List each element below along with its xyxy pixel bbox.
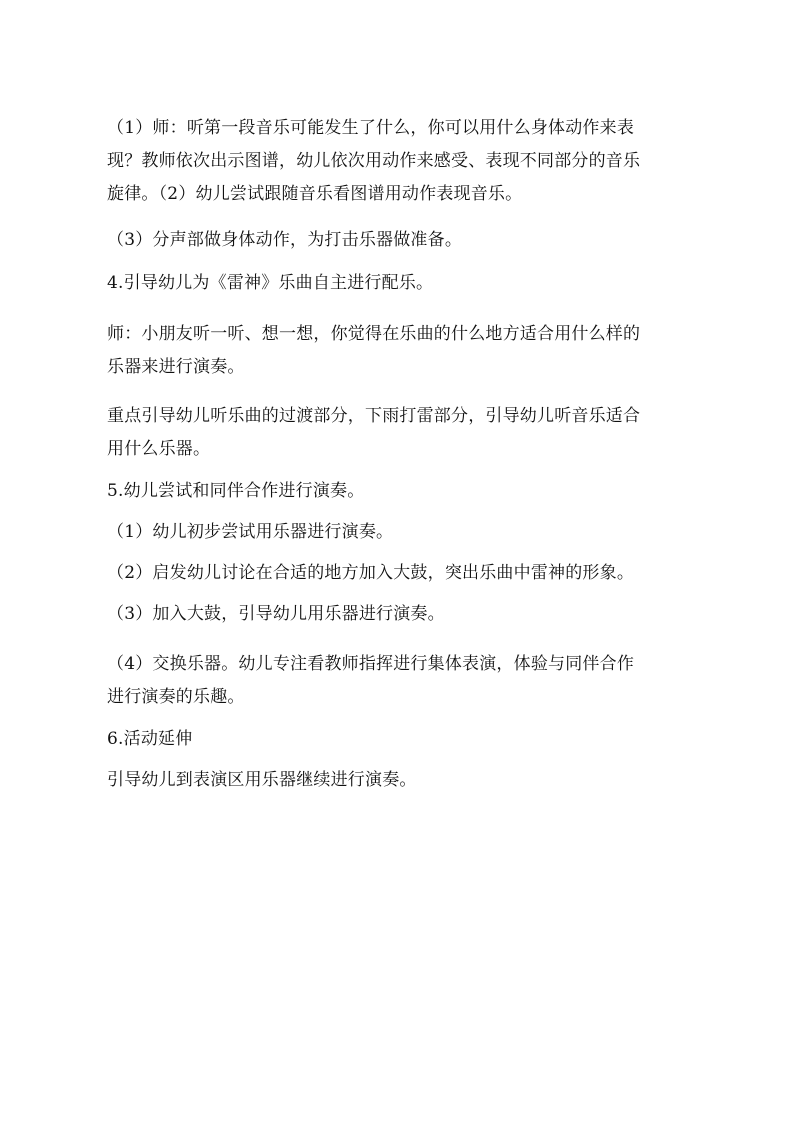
text-line: 引导幼儿到表演区用乐器继续进行演奏。 (107, 770, 417, 790)
heading-step-4 (107, 267, 699, 300)
text-line: （4）交换乐器。幼儿专注看教师指挥进行集体表演，体验与同伴合作 (107, 654, 635, 674)
heading-step-5 (107, 475, 699, 508)
paragraph-step-5-1 (107, 516, 699, 549)
text-line: 旋律。（2）幼儿尝试跟随音乐看图谱用动作表现音乐。 (107, 184, 523, 204)
text-line: 用什么乐器。 (107, 439, 211, 459)
paragraph-extension (107, 764, 699, 797)
text-line: 乐器来进行演奏。 (107, 357, 245, 377)
text-line: 5.幼儿尝试和同伴合作进行演奏。 (107, 481, 365, 501)
paragraph-teacher-prompt (107, 318, 699, 384)
text-line: 6.活动延伸 (107, 729, 193, 749)
text-line: （3）分声部做身体动作，为打击乐器做准备。 (107, 230, 463, 250)
paragraph-key-guidance (107, 400, 699, 466)
paragraph-step-3-3 (107, 224, 699, 257)
text-line: （1）幼儿初步尝试用乐器进行演奏。 (107, 522, 394, 542)
heading-step-6 (107, 723, 699, 756)
paragraph-step-5-2 (107, 557, 699, 590)
text-line: 4.引导幼儿为《雷神》乐曲自主进行配乐。 (107, 273, 434, 293)
paragraph-step-5-3 (107, 598, 699, 631)
paragraph-step-5-4 (107, 648, 699, 714)
text-line: （2）启发幼儿讨论在合适的地方加入大鼓，突出乐曲中雷神的形象。 (107, 563, 635, 583)
text-line: 师：小朋友听一听、想一想，你觉得在乐曲的什么地方适合用什么样的 (107, 324, 641, 344)
text-line: 进行演奏的乐趣。 (107, 687, 245, 707)
text-line: （3）加入大鼓，引导幼儿用乐器进行演奏。 (107, 604, 445, 624)
paragraph-step-3-1 (107, 112, 699, 211)
text-line: （1）师：听第一段音乐可能发生了什么，你可以用什么身体动作来表 (107, 118, 635, 138)
text-line: 现？教师依次出示图谱，幼儿依次用动作来感受、表现不同部分的音乐 (107, 151, 641, 171)
text-line: 重点引导幼儿听乐曲的过渡部分，下雨打雷部分，引导幼儿听音乐适合 (107, 406, 641, 426)
